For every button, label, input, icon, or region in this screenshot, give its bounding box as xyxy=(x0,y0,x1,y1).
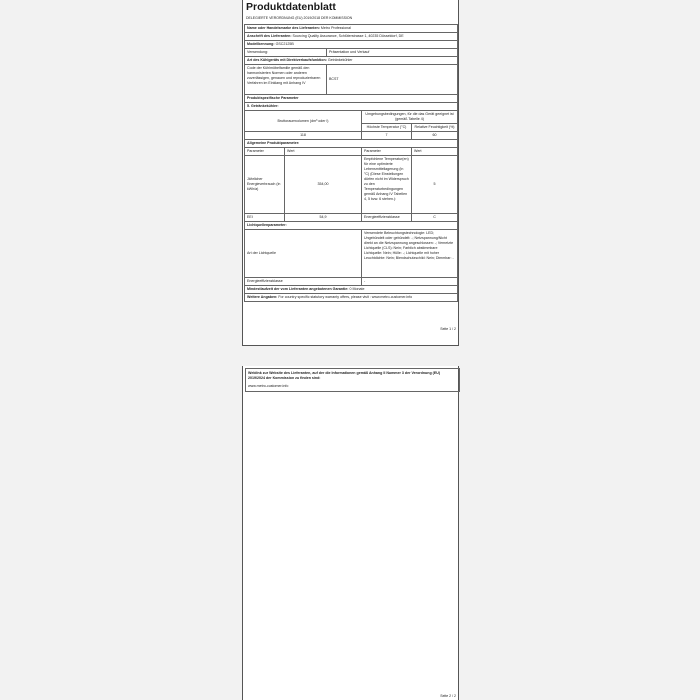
gross-volume-value: 118 xyxy=(245,132,362,140)
type-label: Art des Kühlgeräts mit Direktverkaufsfunktion: xyxy=(247,58,327,62)
energy-label: Jährlicher Energieverbrauch (in kWh/a) xyxy=(245,156,285,214)
eei-value: 54,9 xyxy=(285,214,362,222)
value-col-header-2: Wert xyxy=(412,148,458,156)
light-type-label: Art der Lichtquelle xyxy=(245,230,362,278)
regulation-subtitle: DELEGIERTE VERORDNUNG (EU) 2019/2018 DER KOMMISSION xyxy=(246,16,353,20)
type-value: Getränkekühler xyxy=(327,58,353,62)
light-energy-class-label: Energieeffizienzklasse xyxy=(245,278,362,286)
model-label: Modellkennung: xyxy=(247,42,275,46)
energy-class-value: C xyxy=(412,214,458,222)
humidity-label: Relative Feuchtigkeit (%) xyxy=(412,124,458,132)
energy-value: 354,00 xyxy=(285,156,362,214)
weblink-label: Weblink zur Website des Lieferanten, auf der die Informationen gemäß Anhang II Nummer 3 der Verordnung (EU) 2019/2024 der Kommission zu finden sind: xyxy=(248,371,441,380)
datasheet-page-1 xyxy=(242,0,459,346)
general-params-heading: Allgemeine Produktparameter: xyxy=(245,140,458,148)
energy-class-label: Energieeffizienzklasse xyxy=(362,214,412,222)
value-col-header: Wert xyxy=(285,148,362,156)
supplier-value: Metro Professional xyxy=(320,26,351,30)
max-temp-label: Höchste Temperatur (°C) xyxy=(362,124,412,132)
humidity-value: 60 xyxy=(412,132,458,140)
warranty-label: Mindestlaufzeit der vom Lieferanten angebotenen Garantie: xyxy=(247,287,349,291)
page-number: Seite 1 / 2 xyxy=(440,327,456,331)
use-value: Präsentation und Verkauf xyxy=(327,49,458,57)
weblink-box xyxy=(245,368,460,392)
param-col-header-2: Parameter xyxy=(362,148,412,156)
gross-volume-label: Bruttoraumvolumen (dm³ oder l) xyxy=(245,111,362,132)
light-type-text: Verwendete Beleuchtungstechnologie: LED; Ungebündelt oder gebündelt: -; Netzspannung/Nicht direkt an die Netzspannung angeschlossen: -; Vernetzte Lichtquelle (CLS): Nein; Farblich abstimmbare Lichtquelle: Nein; Hülle: -; Lichtquelle mit hoher Leuchtdichte: Nein; Blendschutzschild: Nein; Dimmbar: - xyxy=(362,230,458,278)
weblink-value[interactable]: www.metro-customer.info xyxy=(248,384,289,388)
further-info-label: Weitere Angaben: xyxy=(247,295,278,299)
param-col-header: Parameter xyxy=(245,148,285,156)
eei-label: EEI xyxy=(245,214,285,222)
beverage-cooler-heading: 5. Getränkekühler: xyxy=(245,103,458,111)
family-code-value: BCST xyxy=(327,65,458,95)
supplier-label: Name oder Handelsmarke des Lieferanten: xyxy=(247,26,320,30)
product-params-heading: Produktspezifische Parameter xyxy=(245,95,458,103)
datasheet-page-2 xyxy=(242,366,459,700)
recommended-temp-text: Empfohlene Temperatur(en) für eine optimierte Lebensmittellagerung (in °C) (Diese Einstellungen dürfen nicht im Widerspruch zu den Temperaturbedingungen gemäß Anhang IV Tabellen 4, 5 bzw. 6 stehen.): xyxy=(362,156,412,214)
max-temp-value: 7 xyxy=(362,132,412,140)
page-bottom-edge xyxy=(243,345,458,346)
address-value: Sourcing Quality Assurance, Schlüterstrasse 1, 40235 Düsseldorf, DE xyxy=(292,34,404,38)
recommended-temp-value: 5 xyxy=(412,156,458,214)
warranty-value: 0 Monate xyxy=(349,287,365,291)
ambient-conditions-label: Umgebungsbedingungen, für die das Gerät geeignet ist (gemäß Tabelle 4) xyxy=(362,111,458,124)
light-params-heading: Lichtquellenparameter: xyxy=(245,222,458,230)
model-value: GSC2125B xyxy=(275,42,294,46)
use-label: Verwendung: xyxy=(245,49,327,57)
family-code-text: Code der Kühlmöbelfamilie gemäß den harmonisierten Normen oder anderen zuverlässigen, genauen und reproduzierbaren Verfahren im Einklang mit Anhang IV xyxy=(245,65,327,95)
datasheet-table xyxy=(244,24,458,302)
page-title: Produktdatenblatt xyxy=(246,1,336,13)
further-info-value: For country specific statutory warranty offers, please visit : www.metro-customer.info xyxy=(278,295,413,299)
light-energy-class-value: - xyxy=(362,278,458,286)
page-number-2: Seite 2 / 2 xyxy=(440,694,456,698)
address-label: Anschrift des Lieferanten: xyxy=(247,34,292,38)
